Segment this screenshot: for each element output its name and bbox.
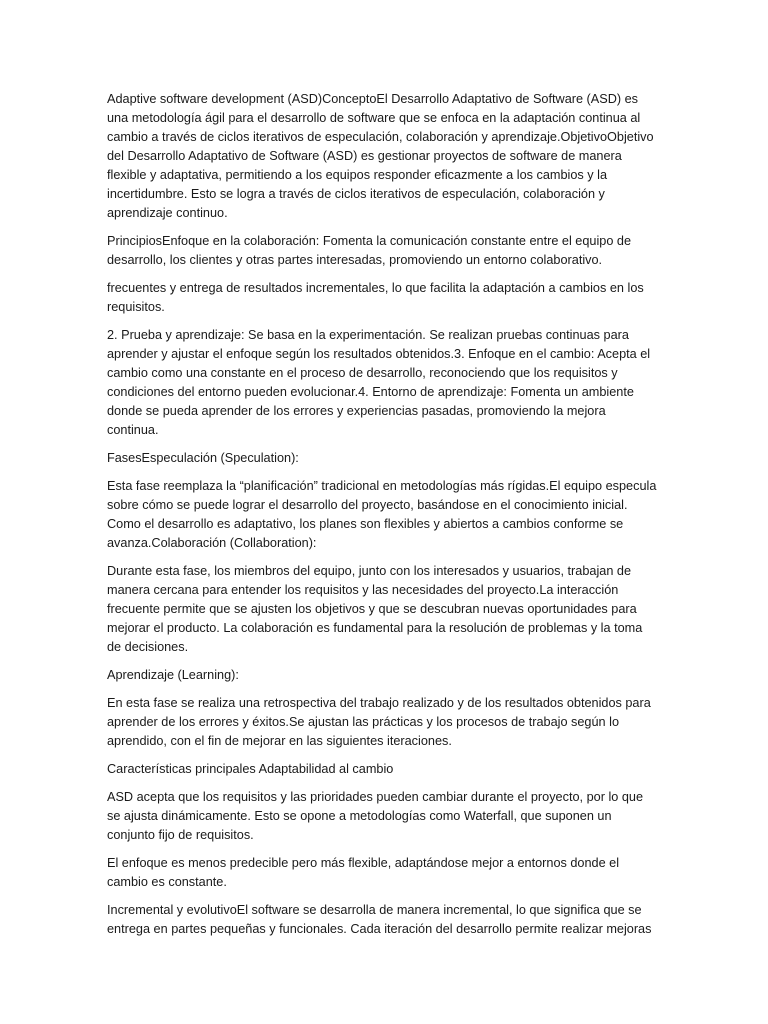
heading-fases-especulacion: FasesEspeculación (Speculation): bbox=[107, 451, 299, 465]
document-body bbox=[107, 90, 659, 948]
paragraph-aprendizaje: En esta fase se realiza una retrospectiva del trabajo realizado y de los resultados obtenidos para aprender de los errores y éxitos.Se ajustan las prácticas y los procesos de trabajo según lo aprendido, con el fin de mejorar en las siguientes iteraciones. bbox=[107, 696, 651, 748]
paragraph-incremental: Incremental y evolutivoEl software se desarrolla de manera incremental, lo que significa que se entrega en partes pequeñas y funcionales. Cada iteración del desarrollo permite realizar mejoras bbox=[107, 903, 652, 936]
heading-aprendizaje: Aprendizaje (Learning): bbox=[107, 668, 239, 682]
paragraph-adaptabilidad: ASD acepta que los requisitos y las prioridades pueden cambiar durante el proyecto, por lo que se ajusta dinámicamente. Esto se opone a metodologías como Waterfall, que suponen un conjunto fijo de requisitos. bbox=[107, 790, 644, 842]
paragraph-principios-colaboracion: PrincipiosEnfoque en la colaboración: Fomenta la comunicación constante entre el equipo de desarrollo, los clientes y otras partes interesadas, promoviendo un entorno colaborativo. bbox=[107, 234, 632, 267]
paragraph-enfoque-flexible: El enfoque es menos predecible pero más flexible, adaptándose mejor a entornos donde el cambio es constante. bbox=[107, 856, 620, 889]
paragraph-colaboracion: Durante esta fase, los miembros del equipo, junto con los interesados y usuarios, trabajan de manera cercana para entender los requisitos y las necesidades del proyecto.La interacción frecuente permite que se ajusten los objetivos y que se descubran nuevas oportunidades para mejorar el producto. La colaboración es fundamental para la resolución de problemas y la toma de decisiones. bbox=[107, 564, 643, 654]
paragraph-especulacion: Esta fase reemplaza la “planificación” tradicional en metodologías más rígidas.El equipo especula sobre cómo se puede lograr el desarrollo del proyecto, basándose en el conocimiento inicial. Como el desarrollo es adaptativo, los planes son flexibles y abiertos a cambios conforme se avanza.Colaboración (Collaboration): bbox=[107, 479, 657, 550]
paragraph-principios-2-4: 2. Prueba y aprendizaje: Se basa en la experimentación. Se realizan pruebas continuas para aprender y ajustar el enfoque según los resultados obtenidos.3. Enfoque en el cambio: Acepta el cambio como una constante en el proceso de desarrollo, reconociendo que los requisitos y condiciones del entorno pueden evolucionar.4. Entorno de aprendizaje: Fomenta un ambiente donde se pueda aprender de los errores y experiencias pasadas, promoviendo la mejora continua. bbox=[107, 328, 651, 437]
heading-caracteristicas: Características principales Adaptabilidad al cambio bbox=[107, 762, 394, 776]
paragraph-intro-concepto-objetivo: Adaptive software development (ASD)ConceptoEl Desarrollo Adaptativo de Software (ASD) es una metodología ágil para el desarrollo de software que se enfoca en la adaptación continua al cambio a través de ciclos iterativos de especulación, colaboración y aprendizaje.ObjetivoObjetivo del Desarrollo Adaptativo de Software (ASD) es gestionar proyectos de software de manera flexible y adaptativa, permitiendo a los equipos responder eficazmente a los cambios y la incertidumbre. Esto se logra a través de ciclos iterativos de especulación, colaboración y aprendizaje continuo. bbox=[107, 92, 654, 220]
paragraph-entrega-frecuente: frecuentes y entrega de resultados incrementales, lo que facilita la adaptación a cambios en los requisitos. bbox=[107, 281, 644, 314]
